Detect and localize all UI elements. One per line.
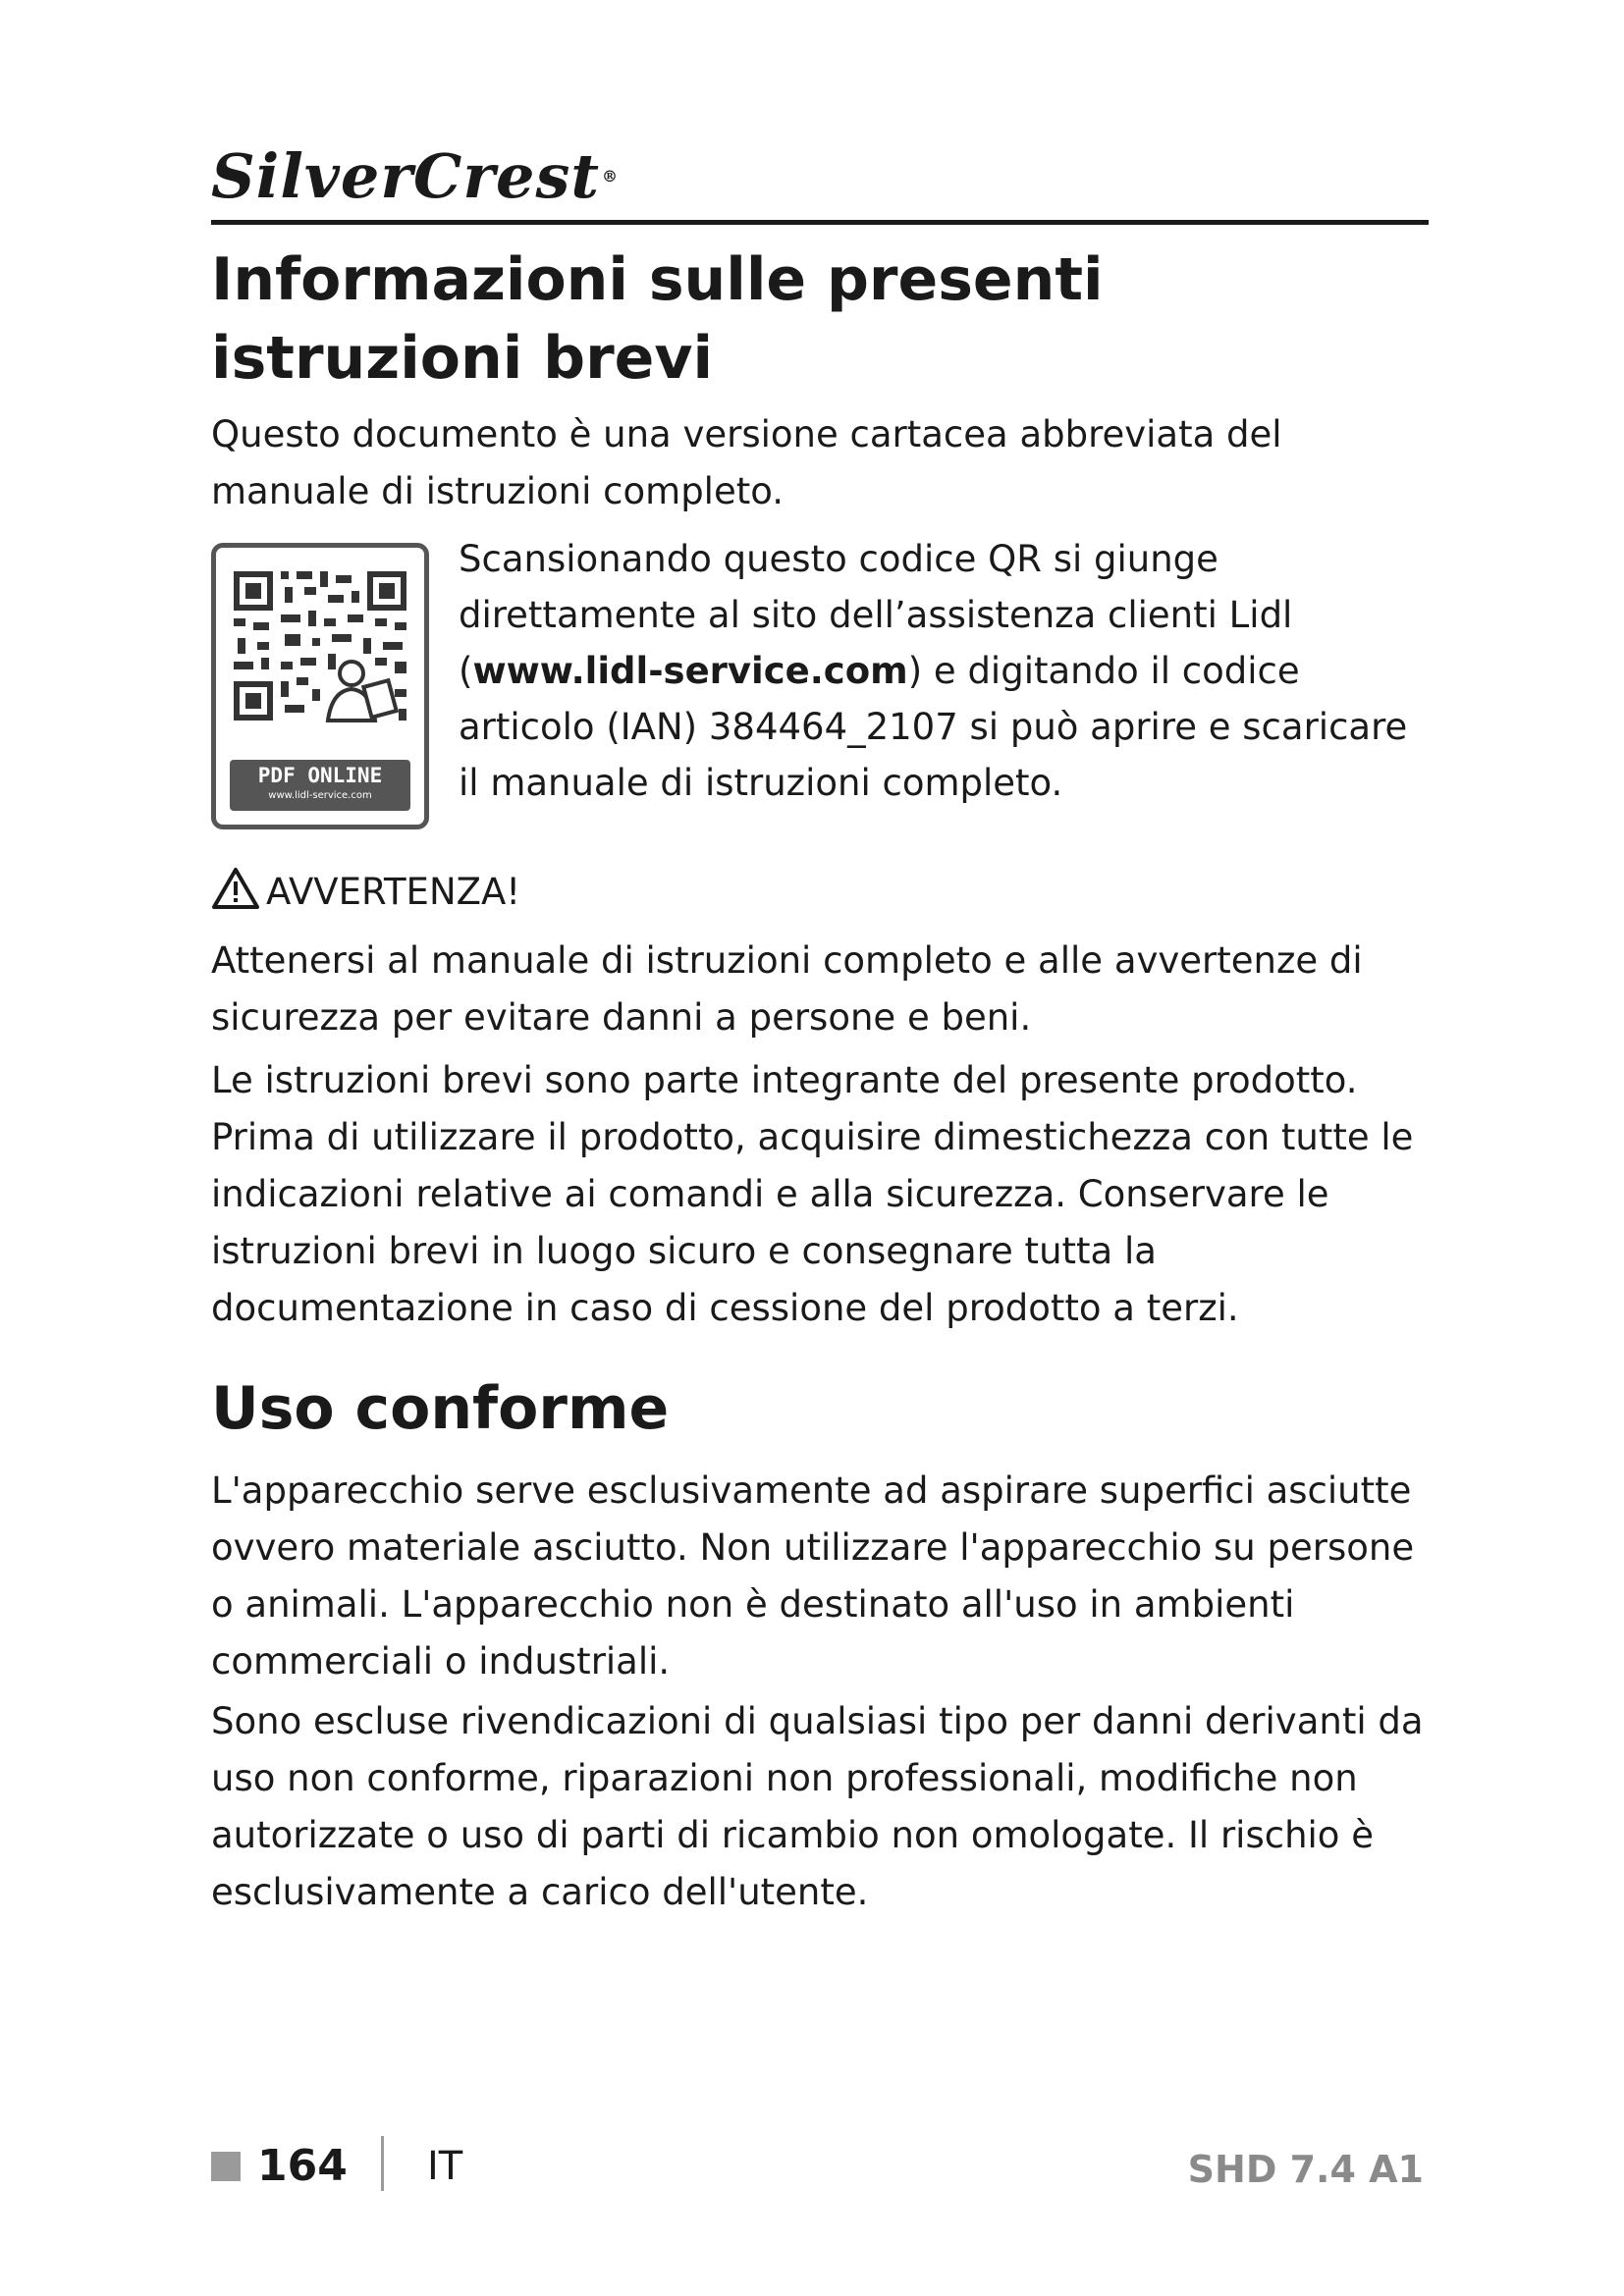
section-heading-uso-conforme: Uso conforme — [211, 1374, 670, 1443]
warning-paragraph-1: Attenersi al manuale di istruzioni completo e alle avvertenze di sicurezza per evitare danni a persone e beni. — [211, 939, 1363, 1039]
brand-logo — [211, 142, 619, 211]
pdf-online-badge — [230, 760, 410, 811]
language-code: IT — [427, 2144, 463, 2189]
registered-mark: ® — [602, 167, 620, 186]
qr-text-before: Scansionando questo codice QR si giunge direttamente al sito dell’assistenza clienti Lidl ( — [459, 538, 1293, 692]
warning-triangle-icon — [211, 867, 260, 910]
header-rule — [211, 220, 1429, 225]
page-number: 164 — [257, 2141, 348, 2191]
pdf-online-url: www.lidl-service.com — [268, 790, 372, 801]
intro-paragraph: Questo documento è una versione cartacea abbreviata del manuale di istruzioni completo. — [211, 413, 1282, 512]
warning-label — [211, 867, 520, 917]
pdf-online-label: PDF ONLINE — [257, 764, 383, 787]
uso-paragraph-1: L'apparecchio serve esclusivamente ad aspirare superfici asciutte ovvero materiale asciutto. Non utilizzare l'apparecchio su persone o animali. L'apparecchio non è destinato all'uso in ambienti commerciali o industriali. — [211, 1469, 1415, 1682]
warning-paragraph-2: Le istruzioni brevi sono parte integrante del presente prodotto. Prima di utilizzare il prodotto, acquisire dimestichezza con tutte le indicazioni relative ai comandi e alla sicurezza. Conservare le istruzioni brevi in luogo sicuro e consegnare tutta la documentazione in caso di cessione del prodotto a terzi. — [211, 1059, 1414, 1329]
brand-logo-text: SilverCrest — [211, 140, 601, 212]
uso-paragraph-2: Sono escluse rivendicazioni di qualsiasi tipo per danni derivanti da uso non conforme, riparazioni non professionali, modifiche non autorizzate o uso di parti di ricambio non omologate. Il rischio è esclusivamente a carico dell'utente. — [211, 1700, 1424, 1913]
qr-description — [459, 531, 1431, 811]
qr-code-panel[interactable] — [211, 543, 429, 829]
qr-text-after: ) e digitando il codice articolo (IAN) 384464_2107 si può aprire e scaricare il manuale di istruzioni completo. — [459, 650, 1408, 804]
qr-code-icon — [230, 567, 410, 724]
lidl-service-link[interactable]: www.lidl-service.com — [472, 650, 908, 692]
footer-divider — [381, 2136, 384, 2191]
model-number: SHD 7.4 A1 — [1187, 2148, 1424, 2191]
section-heading-info: Informazioni sulle presenti istruzioni brevi — [211, 245, 1104, 393]
footer-marker — [211, 2152, 241, 2181]
warning-label-text: AVVERTENZA! — [266, 871, 521, 913]
